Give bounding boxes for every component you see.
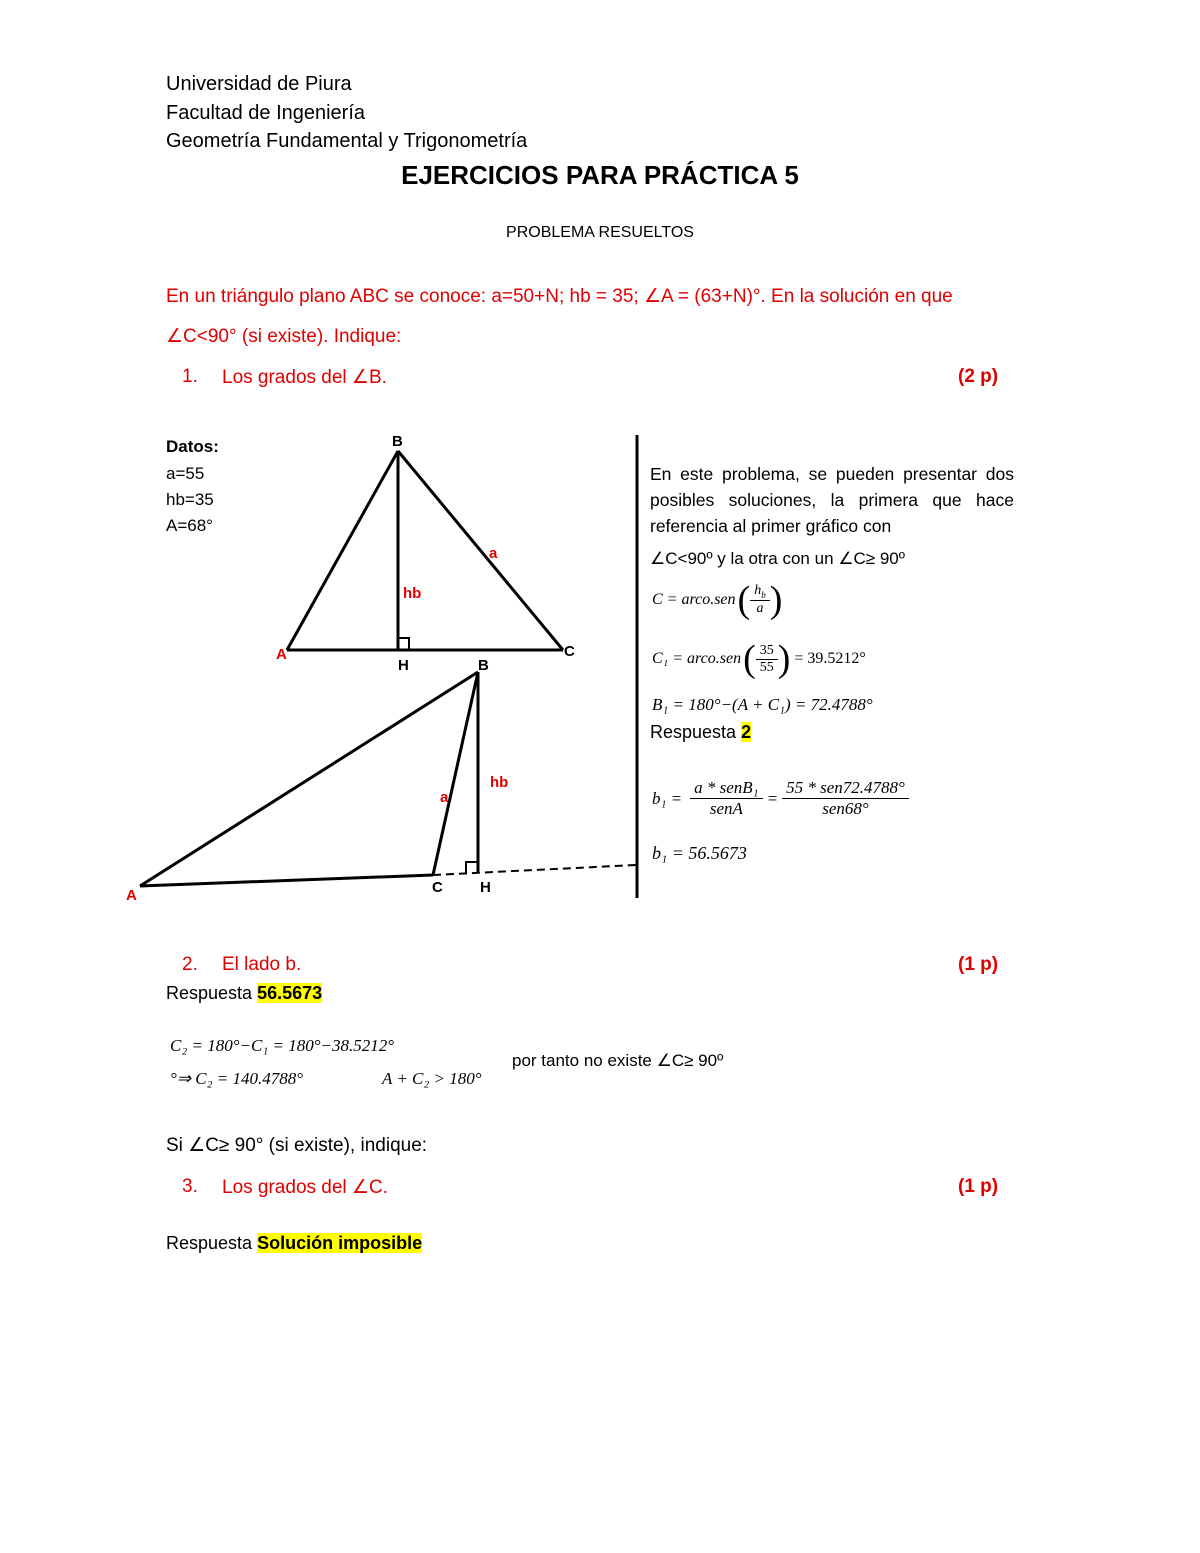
fig2-label-a: a xyxy=(440,789,449,806)
q3-answer xyxy=(166,1233,422,1254)
q1-points: (2 p) xyxy=(958,366,999,387)
q1-number: 1. xyxy=(182,366,198,387)
equation-C1-left: C₁ = arco.sen xyxy=(652,650,742,667)
problem-line-1: En un triángulo plano ABC se conoce: a=50+N; hb = 35; ∠A = (63+N)°. En la solución en que xyxy=(166,286,953,307)
q3-answer-label: Respuesta xyxy=(166,1233,253,1253)
q3-points: (1 p) xyxy=(958,1176,999,1197)
fig1-label-H: H xyxy=(398,657,409,674)
equation-b1-num2: 55 * sen72.4788° xyxy=(782,778,909,799)
fig2-label-H: H xyxy=(480,879,491,896)
q2-text: El lado b. xyxy=(222,954,302,975)
equation-C: C = arco.sen ( $\frac{h_b}{a}$ ) xyxy=(652,579,783,621)
equation-C1: C₁ = arco.sen ( $\frac{35}{55}$ ) = 39.5212° xyxy=(652,638,866,680)
q2-answer-value: 56.5673 xyxy=(257,983,323,1003)
datos-a: a=55 xyxy=(166,464,205,483)
c2-equation-3: A + C₂ > 180° xyxy=(382,1069,482,1088)
si-statement: Si ∠C≥ 90° (si existe), indique: xyxy=(166,1135,428,1156)
c2-equation-1: C₂ = 180°−C₁ = 180°−38.5212° xyxy=(170,1036,395,1055)
explanation-condition: ∠C<90º y la otra con un ∠C≥ 90º xyxy=(650,549,905,568)
q1-text: Los grados del ∠B. xyxy=(222,367,387,388)
q2-points: (1 p) xyxy=(958,954,999,975)
fig1-label-A: A xyxy=(276,646,287,663)
q2-answer-label: Respuesta xyxy=(166,983,253,1003)
explanation-text: En este problema, se pueden presentar dos posibles soluciones, la primera que hace referencia al primer gráfico con xyxy=(650,464,1014,536)
explanation-answer-value: 2 xyxy=(741,722,752,742)
equation-b1-den2: sen68° xyxy=(822,799,869,818)
c2-equation-2: °⇒ C₂ = 140.4788° xyxy=(170,1069,304,1088)
university-name: Universidad de Piura xyxy=(166,73,352,95)
equation-C1-den: 55 xyxy=(759,659,774,675)
explanation-answer xyxy=(650,722,751,743)
problem-line-2: ∠C<90° (si existe). Indique: xyxy=(166,326,402,347)
q3-text: Los grados del ∠C. xyxy=(222,1177,388,1198)
fig1-label-hb: hb xyxy=(403,585,422,602)
figure-obtuse-triangle xyxy=(140,672,636,886)
equation-b1-result: b₁ = 56.5673 xyxy=(652,843,747,863)
datos-label: Datos: xyxy=(166,437,219,456)
datos-A: A=68° xyxy=(166,516,213,535)
fig2-label-hb: hb xyxy=(490,774,509,791)
fig1-label-C: C xyxy=(564,643,575,660)
fig1-label-B: B xyxy=(392,433,403,450)
page-subtitle: PROBLEMA RESUELTOS xyxy=(506,224,694,241)
equation-b1-left: b₁ = xyxy=(652,788,683,808)
fig2-label-A: A xyxy=(126,887,137,904)
equation-C1-num: 35 xyxy=(756,643,778,660)
explanation-answer-label: Respuesta xyxy=(650,722,737,742)
datos-hb: hb=35 xyxy=(166,490,214,509)
q2-answer xyxy=(166,983,322,1004)
equation-B1: B₁ = 180°−(A + C₁) = 72.4788° xyxy=(652,695,873,714)
fig1-label-a: a xyxy=(489,545,498,562)
q3-number: 3. xyxy=(182,1176,198,1197)
equation-b1-num1: a * senB₁ xyxy=(690,778,762,799)
equation-b1-den1: senA xyxy=(709,799,743,818)
c2-conclusion: por tanto no existe ∠C≥ 90º xyxy=(512,1051,724,1070)
fig2-label-B: B xyxy=(478,657,489,674)
equation-C-left: C = arco.sen xyxy=(652,591,736,608)
equation-C1-result: = 39.5212° xyxy=(794,650,866,667)
page-title: EJERCICIOS PARA PRÁCTICA 5 xyxy=(401,160,799,190)
figure-acute-triangle xyxy=(287,451,563,650)
faculty-name: Facultad de Ingeniería xyxy=(166,102,366,124)
q3-answer-value: Solución imposible xyxy=(257,1233,423,1253)
equation-b1: b₁ = $\frac{\text{a * senB₁}}{\text{senA}}$ = $\frac{\text{55 * sen72.4788°}}{\text{sen68°}}$ xyxy=(652,778,909,819)
fig2-label-C: C xyxy=(432,879,443,896)
q2-number: 2. xyxy=(182,954,198,975)
course-name: Geometría Fundamental y Trigonometría xyxy=(166,130,528,152)
